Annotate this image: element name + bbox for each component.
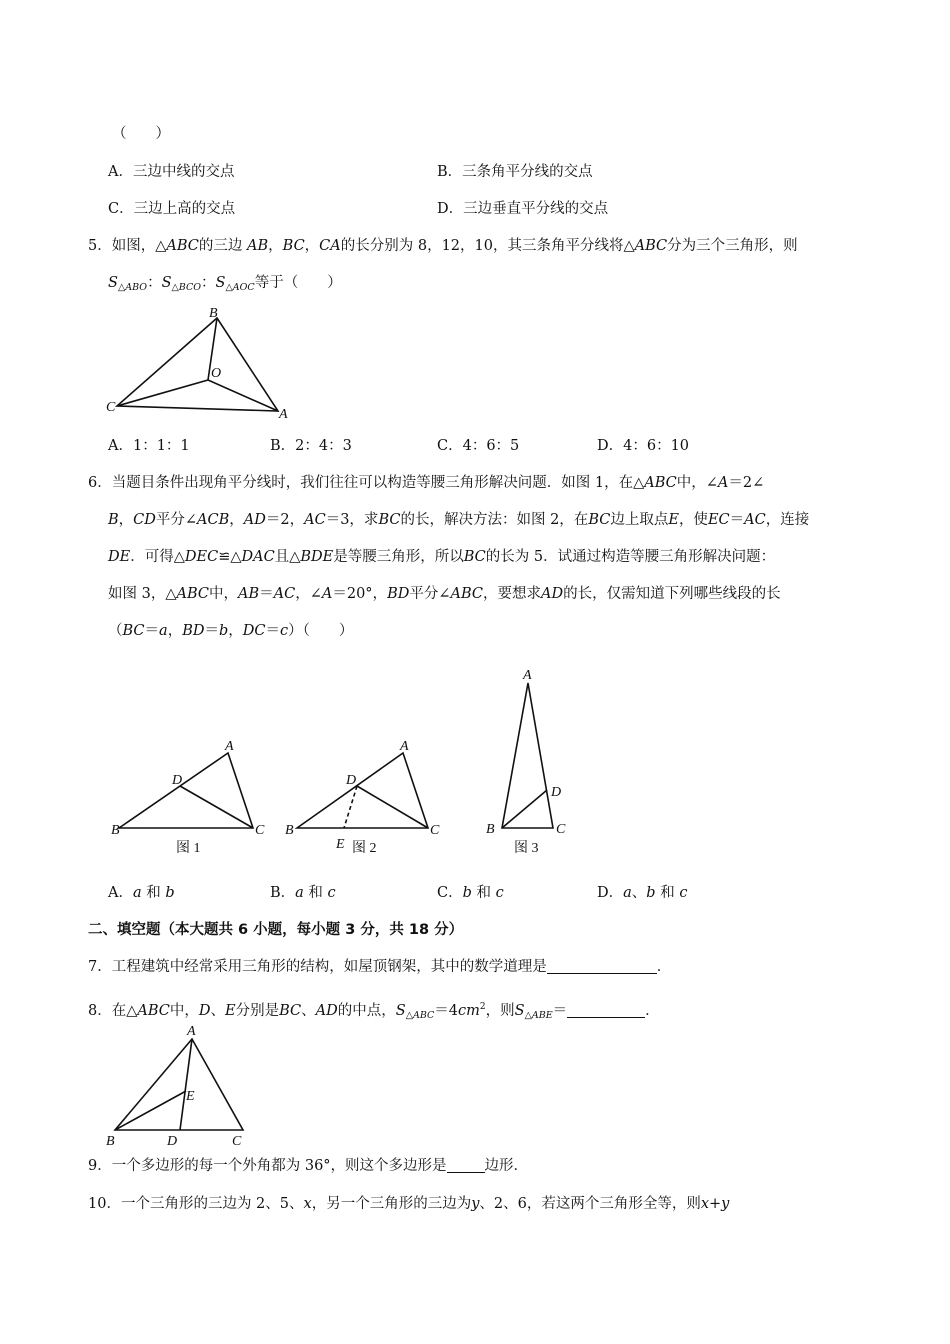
q6-line-5: （BC＝a，BD＝b，DC＝c）（ ） xyxy=(108,623,354,639)
q8-segment-be xyxy=(115,1091,186,1130)
fig3-caption: 图 3 xyxy=(514,841,539,856)
q6-option-a[interactable]: A．a 和 b xyxy=(108,885,175,901)
q4-option-c[interactable]: C．三边上高的交点 xyxy=(108,201,236,217)
q6-line-4: 如图 3，△ABC中，AB＝AC，∠A＝20°，BD平分∠ABC，要想求AD的长，仅需知道下列哪些线段的长 xyxy=(108,586,781,602)
q10-line: 10．一个三角形的三边为 2、5、x，另一个三角形的三边为y、2、6，若这两个三角形全等，则x+y xyxy=(88,1196,730,1212)
q8-line: 8．在△ABC中，D、E分别是BC、AD的中点，$S_{\triangle ABC}=4cm^2$，则$S_{\triangle ABE}=$ ． xyxy=(88,1002,660,1021)
fig1-label-d: D xyxy=(172,773,183,788)
fig2-caption: 图 2 xyxy=(352,841,377,856)
fig1-label-c: C xyxy=(255,823,265,838)
q5-option-b[interactable]: B．2：4：3 xyxy=(270,438,352,454)
q5-option-c[interactable]: C．4：6：5 xyxy=(437,438,520,454)
fig1-label-a: A xyxy=(225,739,234,754)
q5-figure xyxy=(100,300,300,425)
q5-triangle xyxy=(117,318,278,411)
fig2-segment-cd xyxy=(357,786,428,828)
q8-answer-blank[interactable] xyxy=(567,1002,645,1018)
fig1-caption: 图 1 xyxy=(176,841,201,856)
fig3-label-a: A xyxy=(523,668,532,683)
q5-option-a[interactable]: A．1：1：1 xyxy=(108,438,190,454)
fig2-label-b: B xyxy=(285,823,294,838)
q4-option-d[interactable]: D．三边垂直平分线的交点 xyxy=(437,201,609,217)
q6-option-b[interactable]: B．a 和 c xyxy=(270,885,336,901)
q5-line-2: $S_{\triangle ABO}$：$S_{\triangle BCO}$：$S_{\triangle AOC}$等于（ ） xyxy=(108,275,342,293)
q8-median-ad xyxy=(180,1039,192,1130)
q9-line: 9．一个多边形的每一个外角都为 36°，则这个多边形是 边形． xyxy=(88,1158,529,1174)
q6-option-d[interactable]: D．a、b 和 c xyxy=(597,885,688,901)
q6-option-c[interactable]: C．b 和 c xyxy=(437,885,504,901)
fig3-label-d: D xyxy=(551,785,562,800)
fig3-label-c: C xyxy=(556,822,566,837)
q8-label-b: B xyxy=(106,1134,115,1149)
fig1-segment-cd xyxy=(180,786,253,828)
fig3-segment-bd xyxy=(502,790,547,828)
q6-figure-3 xyxy=(480,662,590,862)
fig3-label-b: B xyxy=(486,822,495,837)
q5-option-d[interactable]: D．4：6：10 xyxy=(597,438,690,454)
q8-label-e: E xyxy=(186,1089,195,1104)
section-title-fill-in: 二、填空题（本大题共 6 小题，每小题 3 分，共 18 分） xyxy=(88,922,464,938)
fig2-label-c: C xyxy=(430,823,440,838)
q8-label-a: A xyxy=(187,1024,196,1039)
q7-line: 7．工程建筑中经常采用三角形的结构，如屋顶钢架，其中的数学道理是 ． xyxy=(88,959,672,975)
q4-answer-paren: （ ） xyxy=(112,126,170,142)
q8-triangle xyxy=(115,1039,243,1130)
fig1-label-b: B xyxy=(111,823,120,838)
q5-label-a: A xyxy=(279,407,288,422)
fig2-label-e: E xyxy=(336,837,345,852)
q6-figure-1 xyxy=(108,732,278,862)
fig2-label-d: D xyxy=(346,773,357,788)
q7-answer-blank[interactable] xyxy=(547,958,657,974)
q4-option-b[interactable]: B．三条角平分线的交点 xyxy=(437,164,593,180)
q6-line-2: B，CD平分∠ACB，AD＝2，AC＝3，求BC的长，解决方法：如图 2，在BC边上取点E，使EC＝AC，连接 xyxy=(108,512,810,528)
q5-line-1: 5．如图，△ABC的三边 AB，BC，CA的长分别为 8，12，10，其三条角平分线将△ABC分为三个三角形，则 xyxy=(88,238,798,254)
q5-label-c: C xyxy=(106,400,116,415)
q4-option-a[interactable]: A．三边中线的交点 xyxy=(108,164,235,180)
q9-answer-blank[interactable] xyxy=(447,1157,485,1173)
q6-line-1: 6．当题目条件出现角平分线时，我们往往可以构造等腰三角形解决问题．如图 1，在△ABC中，∠A＝2∠ xyxy=(88,475,765,491)
q8-label-d: D xyxy=(167,1134,178,1149)
fig2-label-a: A xyxy=(400,739,409,754)
q6-line-3: DE．可得△DEC≌△DAC且△BDE是等腰三角形，所以BC的长为 5．试通过构造等腰三角形解决问题： xyxy=(108,549,776,565)
q8-label-c: C xyxy=(232,1134,242,1149)
q8-figure xyxy=(100,1020,260,1150)
q6-figure-2 xyxy=(280,732,450,862)
q5-label-b: B xyxy=(209,306,218,321)
fig2-segment-de-dashed xyxy=(344,786,357,828)
q5-label-o: O xyxy=(211,366,222,381)
